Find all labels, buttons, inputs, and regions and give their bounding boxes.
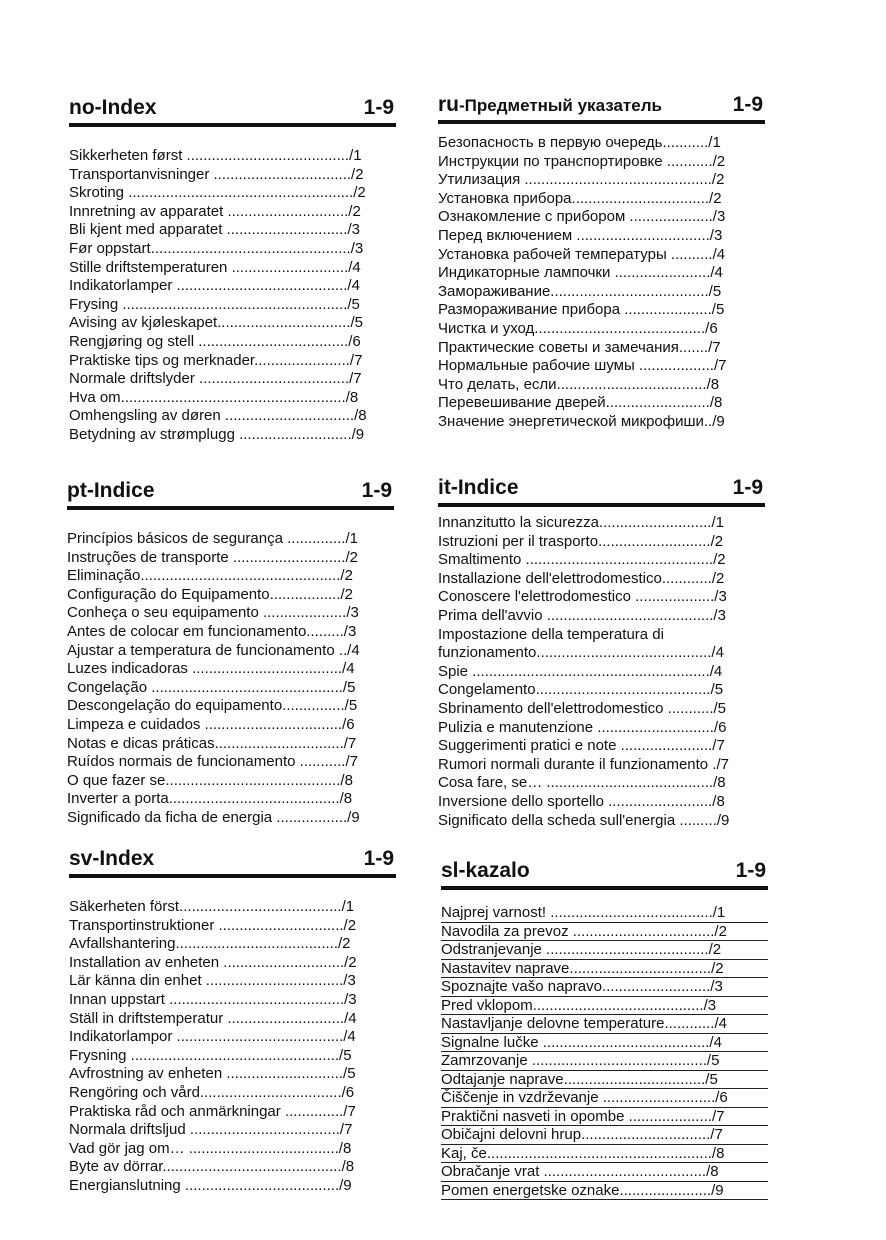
list-item: Zamrzovanje ........................................../5: [441, 1052, 768, 1071]
entry-list: [441, 904, 768, 1200]
list-item: Installation av enheten ............................./2: [69, 953, 357, 971]
list-item: Avfallshantering......................................./2: [69, 935, 351, 953]
list-item: Перевешивание дверей........................./8: [438, 394, 723, 412]
section-header: [69, 95, 396, 127]
list-item: Odtajanje naprave................................../5: [441, 1071, 768, 1090]
list-item: Najprej varnost! ......................................./1: [441, 904, 768, 923]
list-item: Stille driftstemperaturen ............................/4: [69, 258, 361, 276]
list-item: Замораживание....................................../5: [438, 282, 722, 300]
list-item: Odstranjevanje ......................................./2: [441, 941, 768, 960]
section-header: [438, 475, 765, 507]
section-title: it-Indice: [438, 476, 519, 499]
list-item: Congelação ............................................../5: [67, 678, 356, 696]
list-item: funzionamento........................................../4: [438, 644, 724, 662]
list-item: Lär känna din enhet ................................./3: [69, 972, 356, 990]
section-title: pt-Indice: [67, 479, 155, 502]
list-item: Nastavljanje delovne temperature............/4: [441, 1015, 768, 1034]
section-title: no-Index: [69, 96, 157, 119]
list-item: Indikatorlamper ........................................./4: [69, 277, 360, 295]
list-item: Sbrinamento dell'elettrodomestico .........../5: [438, 699, 727, 717]
section-title: sl-kazalo: [441, 859, 530, 882]
list-item: Ruídos normais de funcionamento .........../7: [67, 753, 358, 771]
list-item: Значение энергетической микрофиши../9: [438, 412, 725, 430]
list-item: Navodila za prevoz ................................../2: [441, 923, 768, 942]
list-item: Čiščenje in vzdrževanje .........................../6: [441, 1089, 768, 1108]
entry-list: [438, 514, 765, 830]
list-item: Conheça o seu equipamento ..................../3: [67, 604, 359, 622]
entry-list: [438, 134, 765, 432]
section-title: [438, 93, 662, 117]
list-item: Limpeza e cuidados ................................./6: [67, 715, 355, 733]
list-item: Перед включением ................................/3: [438, 226, 723, 244]
list-item: Kaj, če....................................................../8: [441, 1145, 768, 1164]
section-pages: 1-9: [363, 96, 394, 119]
list-item: Descongelação do equipamento.............../5: [67, 697, 358, 715]
list-item: Frysning ................................................../5: [69, 1046, 352, 1064]
list-item: Transportanvisninger ................................./2: [69, 165, 364, 183]
list-item: Ajustar a temperatura de funcionamento ../4: [67, 641, 360, 659]
list-item: Pomen energetske oznake....................../9: [441, 1182, 768, 1201]
list-item: Significato della scheda sull'energia ........./9: [438, 811, 730, 829]
list-item: Инструкции по транспортировке .........../2: [438, 152, 726, 170]
list-item: Pred vklopom........................................./3: [441, 997, 768, 1016]
list-item: Что делать, если..................................../8: [438, 375, 720, 393]
list-item: Индикаторные лампочки ......................./4: [438, 264, 723, 282]
list-item: Energianslutning ...................................../9: [69, 1176, 352, 1194]
list-item: Размораживание прибора ...................../5: [438, 301, 725, 319]
list-item: Praktiske tips og merknader......................./7: [69, 351, 363, 369]
section-header: [67, 478, 394, 510]
list-item: Transportinstruktioner ............................../2: [69, 916, 357, 934]
index-ru: [438, 92, 765, 432]
section-pages: 1-9: [363, 847, 394, 870]
list-item: Congelamento........................................../5: [438, 681, 724, 699]
list-item: Nastavitev naprave................................../2: [441, 960, 768, 979]
list-item: Antes de colocar em funcionamento........./3: [67, 622, 357, 640]
list-item: Rumori normali durante il funzionamento ./7: [438, 755, 729, 773]
list-item: Inversione dello sportello ........................./8: [438, 792, 725, 810]
section-pages: 1-9: [735, 859, 766, 882]
entry-list: [69, 147, 396, 445]
list-item: Conoscere l'elettrodomestico .................../3: [438, 588, 727, 606]
list-item: Luzes indicadoras ..................................../4: [67, 660, 355, 678]
list-item: Spie ........................................................./4: [438, 662, 723, 680]
index-sv: [69, 846, 396, 1196]
list-item: Установка рабочей температуры ........../4: [438, 245, 726, 263]
list-item: Vad gör jag om… ..................................../8: [69, 1139, 352, 1157]
entry-list: [69, 898, 396, 1196]
list-item: Чистка и уход........................................./6: [438, 319, 718, 337]
list-item: Spoznajte vašo napravo........................../3: [441, 978, 768, 997]
list-item: Eliminação................................................/2: [67, 567, 353, 585]
list-item: Innanzitutto la sicurezza.........................../1: [438, 514, 724, 531]
list-item: Obračanje vrat ......................................./8: [441, 1163, 768, 1182]
list-item: Rengöring och vård................................../6: [69, 1083, 355, 1101]
list-item: Hva om....................................................../8: [69, 388, 359, 406]
list-item: Impostazione della temperatura di: [438, 625, 664, 643]
list-item: Običajni delovni hrup.............................../7: [441, 1126, 768, 1145]
entry-list: [67, 530, 394, 828]
list-item: Innretning av apparatet ............................./2: [69, 202, 361, 220]
list-item: Praktični nasveti in opombe ..................../7: [441, 1108, 768, 1127]
section-title-rest: -Предметный указатель: [459, 96, 662, 115]
index-pt: [67, 478, 394, 828]
list-item: Ställ in driftstemperatur ............................/4: [69, 1009, 357, 1027]
list-item: Indikatorlampor ......................................../4: [69, 1028, 356, 1046]
list-item: Suggerimenti pratici e note ....................../7: [438, 737, 725, 755]
list-item: Praktiska råd och anmärkningar ............../7: [69, 1102, 356, 1120]
list-item: Før oppstart................................................/3: [69, 239, 364, 257]
index-no: [69, 95, 396, 445]
section-title-prefix: ru: [438, 93, 459, 116]
list-item: Rengjøring og stell ..................................../6: [69, 332, 361, 350]
list-item: Prima dell'avvio ......................................../3: [438, 606, 726, 624]
section-header: [69, 846, 396, 878]
list-item: Avising av kjøleskapet................................/5: [69, 314, 363, 332]
list-item: Säkerheten först......................................./1: [69, 898, 355, 915]
list-item: Istruzioni per il trasporto.........................../2: [438, 532, 724, 550]
list-item: Bli kjent med apparatet ............................./3: [69, 221, 360, 239]
section-pages: 1-9: [732, 476, 763, 499]
list-item: Significado da ficha de energia ................./9: [67, 808, 360, 826]
list-item: Instruções de transporte .........................../2: [67, 548, 358, 566]
section-pages: 1-9: [732, 93, 763, 116]
list-item: Princípios básicos de segurança ............../1: [67, 530, 358, 547]
section-title: sv-Index: [69, 847, 155, 870]
list-item: Безопасность в первую очередь.........../1: [438, 134, 721, 151]
list-item: Frysing ....................................................../5: [69, 295, 360, 313]
list-item: Sikkerheten først ......................................./1: [69, 147, 362, 164]
section-header: [438, 92, 765, 124]
list-item: Betydning av strømplugg .........................../9: [69, 425, 365, 443]
list-item: Byte av dörrar.........................................../8: [69, 1158, 355, 1176]
list-item: Smaltimento ............................................./2: [438, 551, 726, 569]
list-item: Pulizia e manutenzione ............................/6: [438, 718, 727, 736]
list-item: Cosa fare, se… ......................................../8: [438, 774, 726, 792]
list-item: Inverter a porta........................................./8: [67, 790, 353, 808]
section-header: [441, 858, 768, 890]
section-pages: 1-9: [361, 479, 392, 502]
list-item: Практические советы и замечания......./7: [438, 338, 721, 356]
list-item: Установка прибора................................./2: [438, 189, 722, 207]
list-item: Omhengsling av døren .............................../8: [69, 407, 367, 425]
list-item: Installazione dell'elettrodomestico............/2: [438, 569, 725, 587]
list-item: Normala driftsljud ..................................../7: [69, 1121, 353, 1139]
list-item: Нормальные рабочие шумы ................../7: [438, 357, 727, 375]
index-it: [438, 475, 765, 830]
list-item: Утилизация ............................................./2: [438, 171, 725, 189]
index-sl: [441, 858, 768, 1200]
list-item: O que fazer se........................................../8: [67, 771, 353, 789]
list-item: Skroting ....................................................../2: [69, 184, 366, 202]
list-item: Innan uppstart ........................................../3: [69, 990, 357, 1008]
list-item: Notas e dicas práticas.............................../7: [67, 734, 357, 752]
list-item: Avfrostning av enheten ............................/5: [69, 1065, 356, 1083]
list-item: Normale driftslyder ..................................../7: [69, 370, 362, 388]
list-item: Configuração do Equipamento................./2: [67, 585, 353, 603]
list-item: Ознакомление с прибором ..................../3: [438, 208, 726, 226]
list-item: Signalne lučke ......................................../4: [441, 1034, 768, 1053]
